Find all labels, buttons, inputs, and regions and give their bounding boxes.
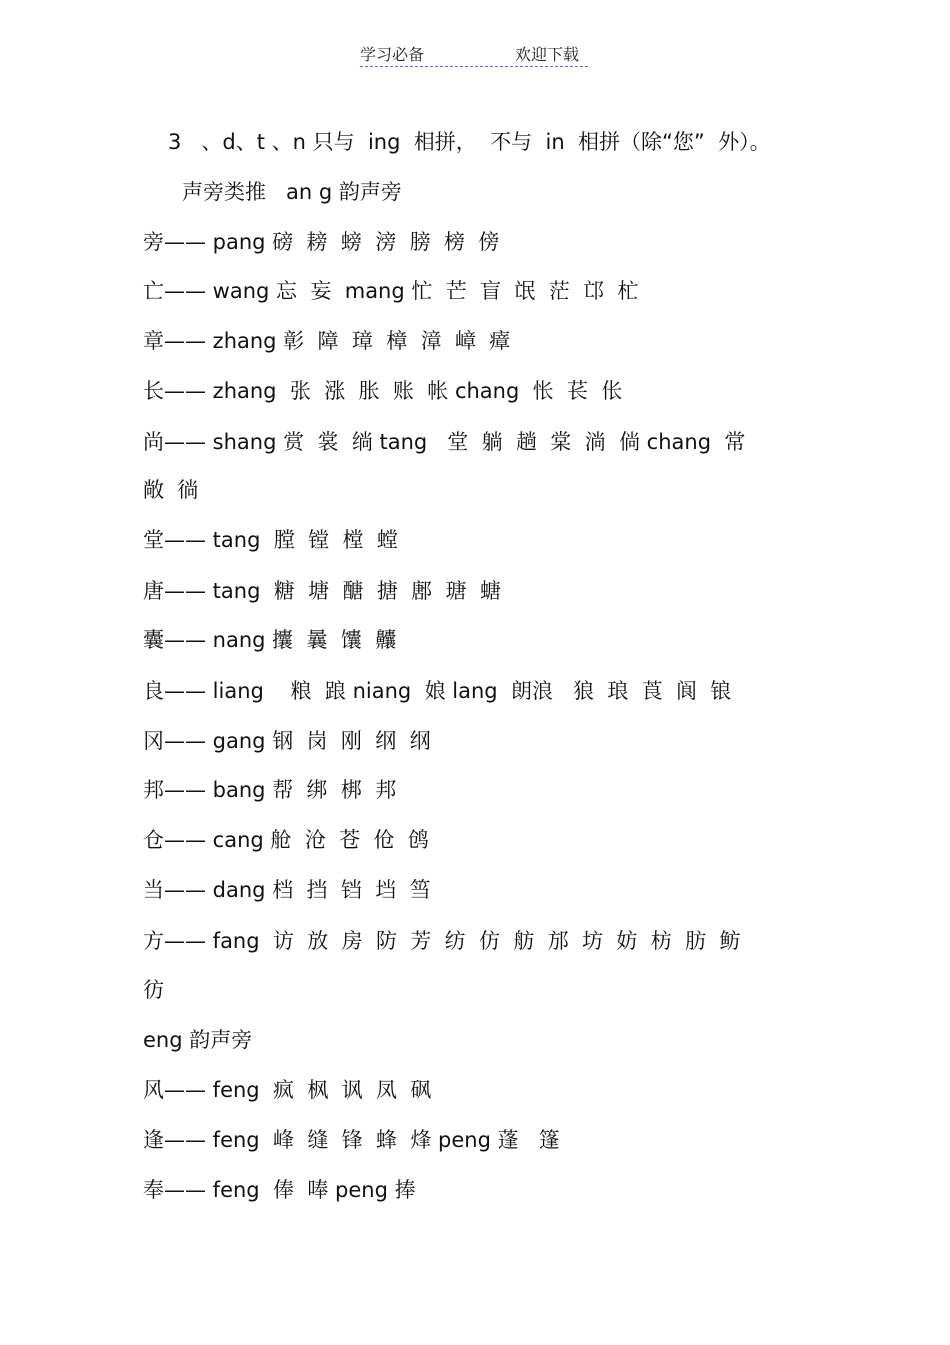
header-left-text: 学习必备 [360, 45, 425, 64]
text-line: 风—— feng 疯 枫 讽 凤 砜 [143, 1078, 432, 1102]
text-line: 仓—— cang 舱 沧 苍 伧 鸧 [143, 828, 429, 852]
text-line: 邦—— bang 帮 绑 梆 邦 [143, 778, 397, 802]
text-line: 堂—— tang 膛 镗 樘 螳 [143, 528, 398, 552]
page-header [360, 40, 588, 67]
text-line: 旁—— pang 磅 耪 螃 滂 膀 榜 傍 [143, 230, 500, 254]
text-line: 良—— liang 粮 踉 niang 娘 lang 朗浪 狼 琅 莨 阆 锒 [143, 679, 732, 703]
text-line: 尚—— shang 赏 裳 绱 tang 堂 躺 趟 棠 淌 倘 chang 常 [143, 430, 746, 454]
section-heading-ang: 声旁类推 an g 韵声旁 [182, 180, 402, 204]
text-line: 冈—— gang 钢 岗 刚 纲 纲 [143, 729, 431, 753]
text-line: 奉—— feng 俸 唪 peng 捧 [143, 1178, 416, 1202]
text-line: 敞 徜 [143, 478, 199, 502]
text-line: 章—— zhang 彰 障 璋 樟 漳 嶂 瘴 [143, 329, 511, 353]
text-line: 唐—— tang 糖 塘 醣 搪 鄌 瑭 螗 [143, 579, 501, 603]
text-line: 长—— zhang 张 涨 胀 账 帐 chang 怅 苌 伥 [143, 379, 623, 403]
section-heading-eng: eng 韵声旁 [143, 1028, 253, 1052]
text-line: 当—— dang 档 挡 铛 垱 筜 [143, 878, 431, 902]
text-line: 彷 [143, 978, 164, 1002]
header-right-text: 欢迎下载 [515, 45, 580, 64]
rule-line: 3 、d、t 、n 只与 ing 相拼， 不与 in 相拼（除“您” 外）。 [168, 130, 771, 154]
text-line: 方—— fang 访 放 房 防 芳 纺 仿 舫 邡 坊 妨 枋 肪 鲂 [143, 929, 741, 953]
text-line: 逢—— feng 峰 缝 锋 蜂 烽 peng 蓬 篷 [143, 1128, 560, 1152]
text-line: 囊—— nang 攮 曩 馕 齉 [143, 628, 397, 652]
text-line: 亡—— wang 忘 妄 mang 忙 芒 盲 氓 茫 邙 杧 [143, 279, 639, 303]
